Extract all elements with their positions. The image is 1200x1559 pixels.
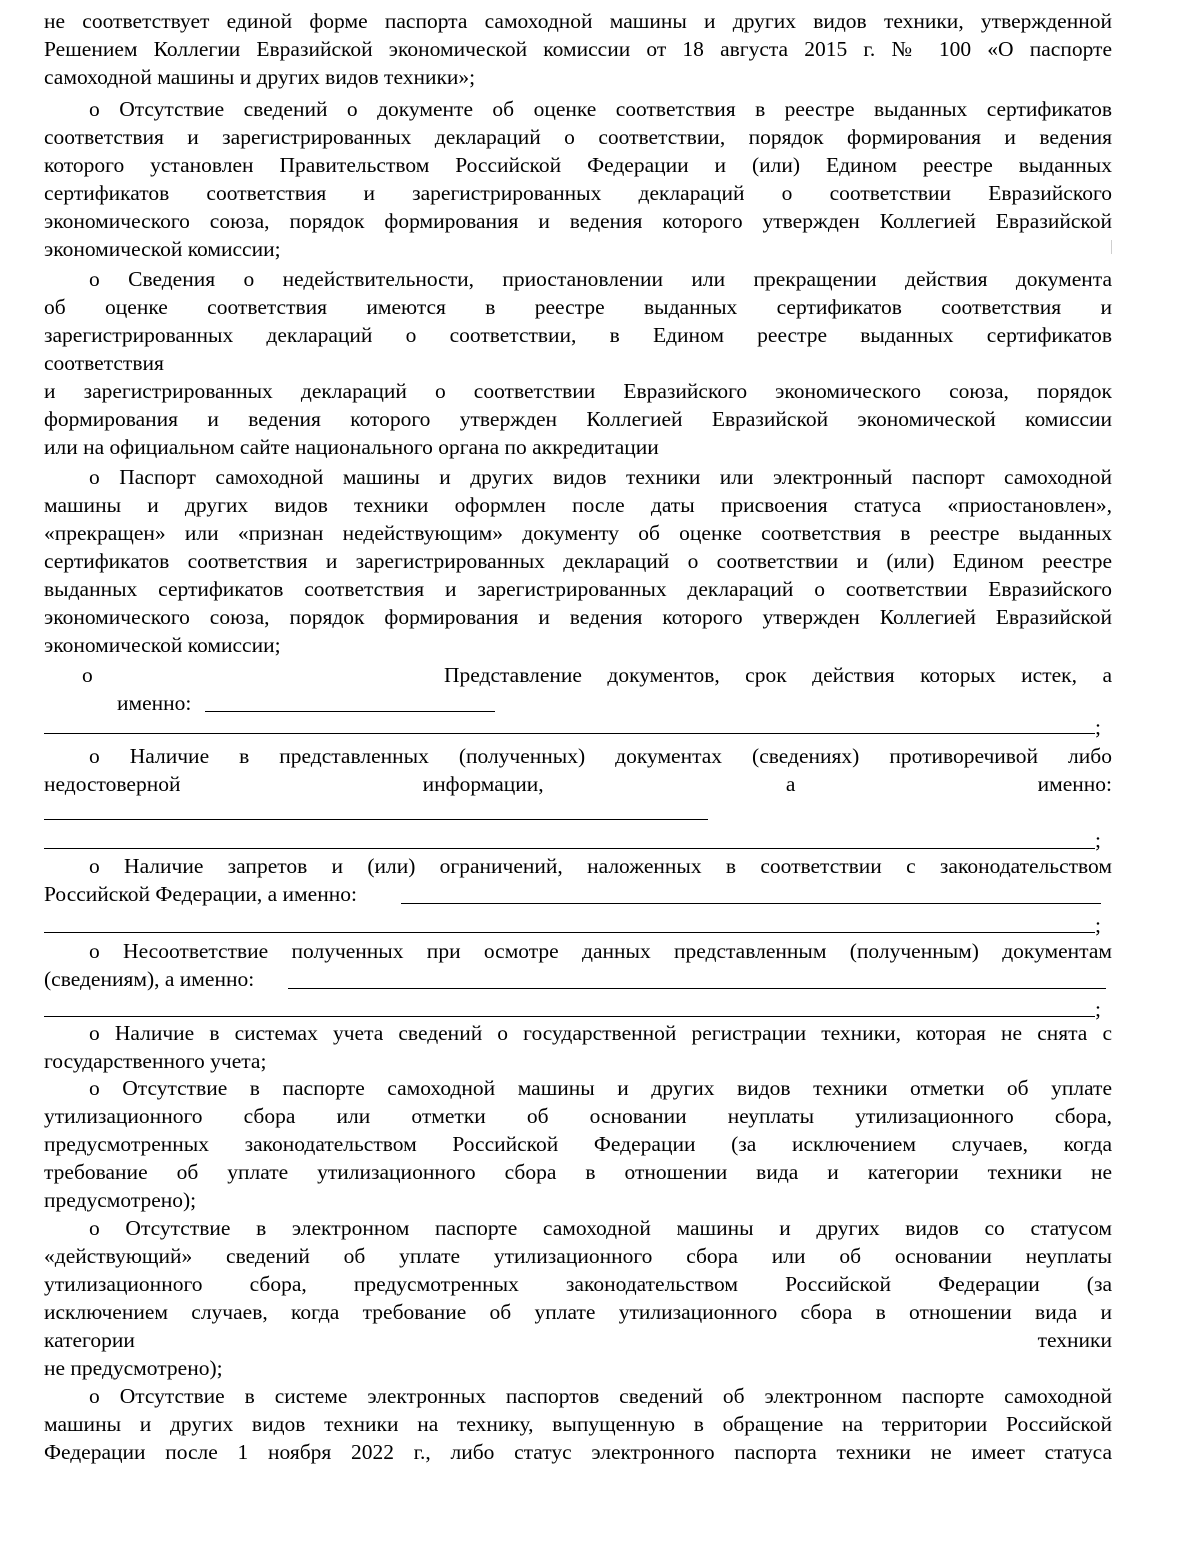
text-line: формирования и ведения которого утвержден Коллегией Евразийской экономической комиссии [44, 407, 1112, 431]
fill-line[interactable] [44, 932, 1095, 933]
list-item-text: о Наличие в системах учета сведений о государственной регистрации техники, которая не снята с [89, 1021, 1112, 1045]
text-line: исключением случаев, когда требование об уплате утилизационного сбора в отношении вида и [44, 1300, 1112, 1324]
list-bullet: о [82, 663, 93, 687]
text-line: сертификатов соответствия и зарегистрированных деклараций о соответствии Евразийского [44, 181, 1112, 205]
text-line: не предусмотрено); [44, 1356, 223, 1380]
text-line: машины и других видов техники на технику, выпущенную в обращение на территории Российской [44, 1412, 1112, 1436]
text-line: об оценке соответствия имеются в реестре выданных сертификатов соответствия и [44, 295, 1112, 319]
text-line: которого установлен Правительством Российской Федерации и (или) Едином реестре выданных [44, 153, 1112, 177]
text-line: предусмотрено); [44, 1188, 197, 1212]
text-line: или на официальном сайте национального органа по аккредитации [44, 435, 659, 459]
text-line: экономической комиссии; [44, 237, 281, 261]
text-line: экономического союза, порядок формирования и ведения которого утвержден Коллегией Евразийской [44, 209, 1112, 233]
list-item-text: о Отсутствие в паспорте самоходной машины и других видов техники отметки об уплате [89, 1076, 1112, 1100]
fill-line[interactable] [288, 988, 1106, 989]
field-label: (сведениям), а именно: [44, 967, 255, 991]
semicolon: ; [1095, 715, 1101, 739]
text-line: соответствия [44, 351, 164, 375]
semicolon: ; [1095, 828, 1101, 852]
text-line: Федерации после 1 ноября 2022 г., либо статус электронного паспорта техники не имеет статуса [44, 1440, 1112, 1464]
list-item-text: о Отсутствие в системе электронных паспортов сведений об электронном паспорте самоходной [89, 1384, 1112, 1408]
list-item-text: о Сведения о недействительности, приостановлении или прекращении действия документа [89, 267, 1112, 291]
text-line: государственного учета; [44, 1049, 267, 1073]
semicolon: ; [1095, 997, 1101, 1021]
text-line: соответствия и зарегистрированных деклараций о соответствии, порядок формирования и ведения [44, 125, 1112, 149]
text-line: выданных сертификатов соответствия и зарегистрированных деклараций о соответствии Евразийского [44, 577, 1112, 601]
text-line: самоходной машины и других видов техники»; [44, 65, 476, 89]
semicolon: ; [1095, 913, 1101, 937]
text-line: «прекращен» или «признан недействующим» документу об оценке соответствия в реестре выданных [44, 521, 1112, 545]
text-line: экономической комиссии; [44, 633, 281, 657]
text-line: экономического союза, порядок формирования и ведения которого утвержден Коллегией Евразийской [44, 605, 1112, 629]
text-line: утилизационного сбора или отметки об основании неуплаты утилизационного сбора, [44, 1104, 1112, 1128]
field-label: именно: [117, 691, 192, 715]
text-line: предусмотренных законодательством Российской Федерации (за исключением случаев, когда [44, 1132, 1112, 1156]
fill-line[interactable] [44, 1016, 1095, 1017]
fill-line[interactable] [401, 903, 1101, 904]
text-line: «действующий» сведений об уплате утилизационного сбора или об основании неуплаты [44, 1244, 1112, 1268]
list-item-text: о Отсутствие сведений о документе об оценке соответствия в реестре выданных сертификатов [89, 97, 1112, 121]
list-item-text: о Наличие в представленных (полученных) документах (сведениях) противоречивой либо [89, 744, 1112, 768]
text-line: сертификатов соответствия и зарегистрированных деклараций о соответствии и (или) Едином реестре [44, 549, 1112, 573]
text-line: утилизационного сбора, предусмотренных законодательством Российской Федерации (за [44, 1272, 1112, 1296]
text-line: требование об уплате утилизационного сбора в отношении вида и категории техники не [44, 1160, 1112, 1184]
scan-mark [1111, 240, 1112, 254]
field-label: Российской Федерации, а именно: [44, 882, 357, 906]
text-line: недостоверной информации, а именно: [44, 772, 1112, 796]
fill-line[interactable] [205, 711, 495, 712]
text-line: зарегистрированных деклараций о соответствии, в Едином реестре выданных сертификатов [44, 323, 1112, 347]
list-item-text: о Несоответствие полученных при осмотре данных представленным (полученным) документам [89, 939, 1112, 963]
fill-line[interactable] [44, 848, 1095, 849]
text-line: категории техники [44, 1328, 1112, 1352]
text-line: Решением Коллегии Евразийской экономической комиссии от 18 августа 2015 г. № 100 «О паспорте [44, 37, 1112, 61]
list-item-text: Представление документов, срок действия которых истек, а [444, 663, 1112, 687]
fill-line[interactable] [44, 819, 708, 820]
text-line: и зарегистрированных деклараций о соответствии Евразийского экономического союза, порядок [44, 379, 1112, 403]
list-item-text: о Паспорт самоходной машины и других видов техники или электронный паспорт самоходной [89, 465, 1112, 489]
list-item-text: о Отсутствие в электронном паспорте самоходной машины и других видов со статусом [89, 1216, 1112, 1240]
text-line: не соответствует единой форме паспорта самоходной машины и других видов техники, утвержденной [44, 9, 1112, 33]
fill-line[interactable] [44, 733, 1095, 734]
text-line: машины и других видов техники оформлен после даты присвоения статуса «приостановлен», [44, 493, 1112, 517]
list-item-text: о Наличие запретов и (или) ограничений, наложенных в соответствии с законодательством [89, 854, 1112, 878]
